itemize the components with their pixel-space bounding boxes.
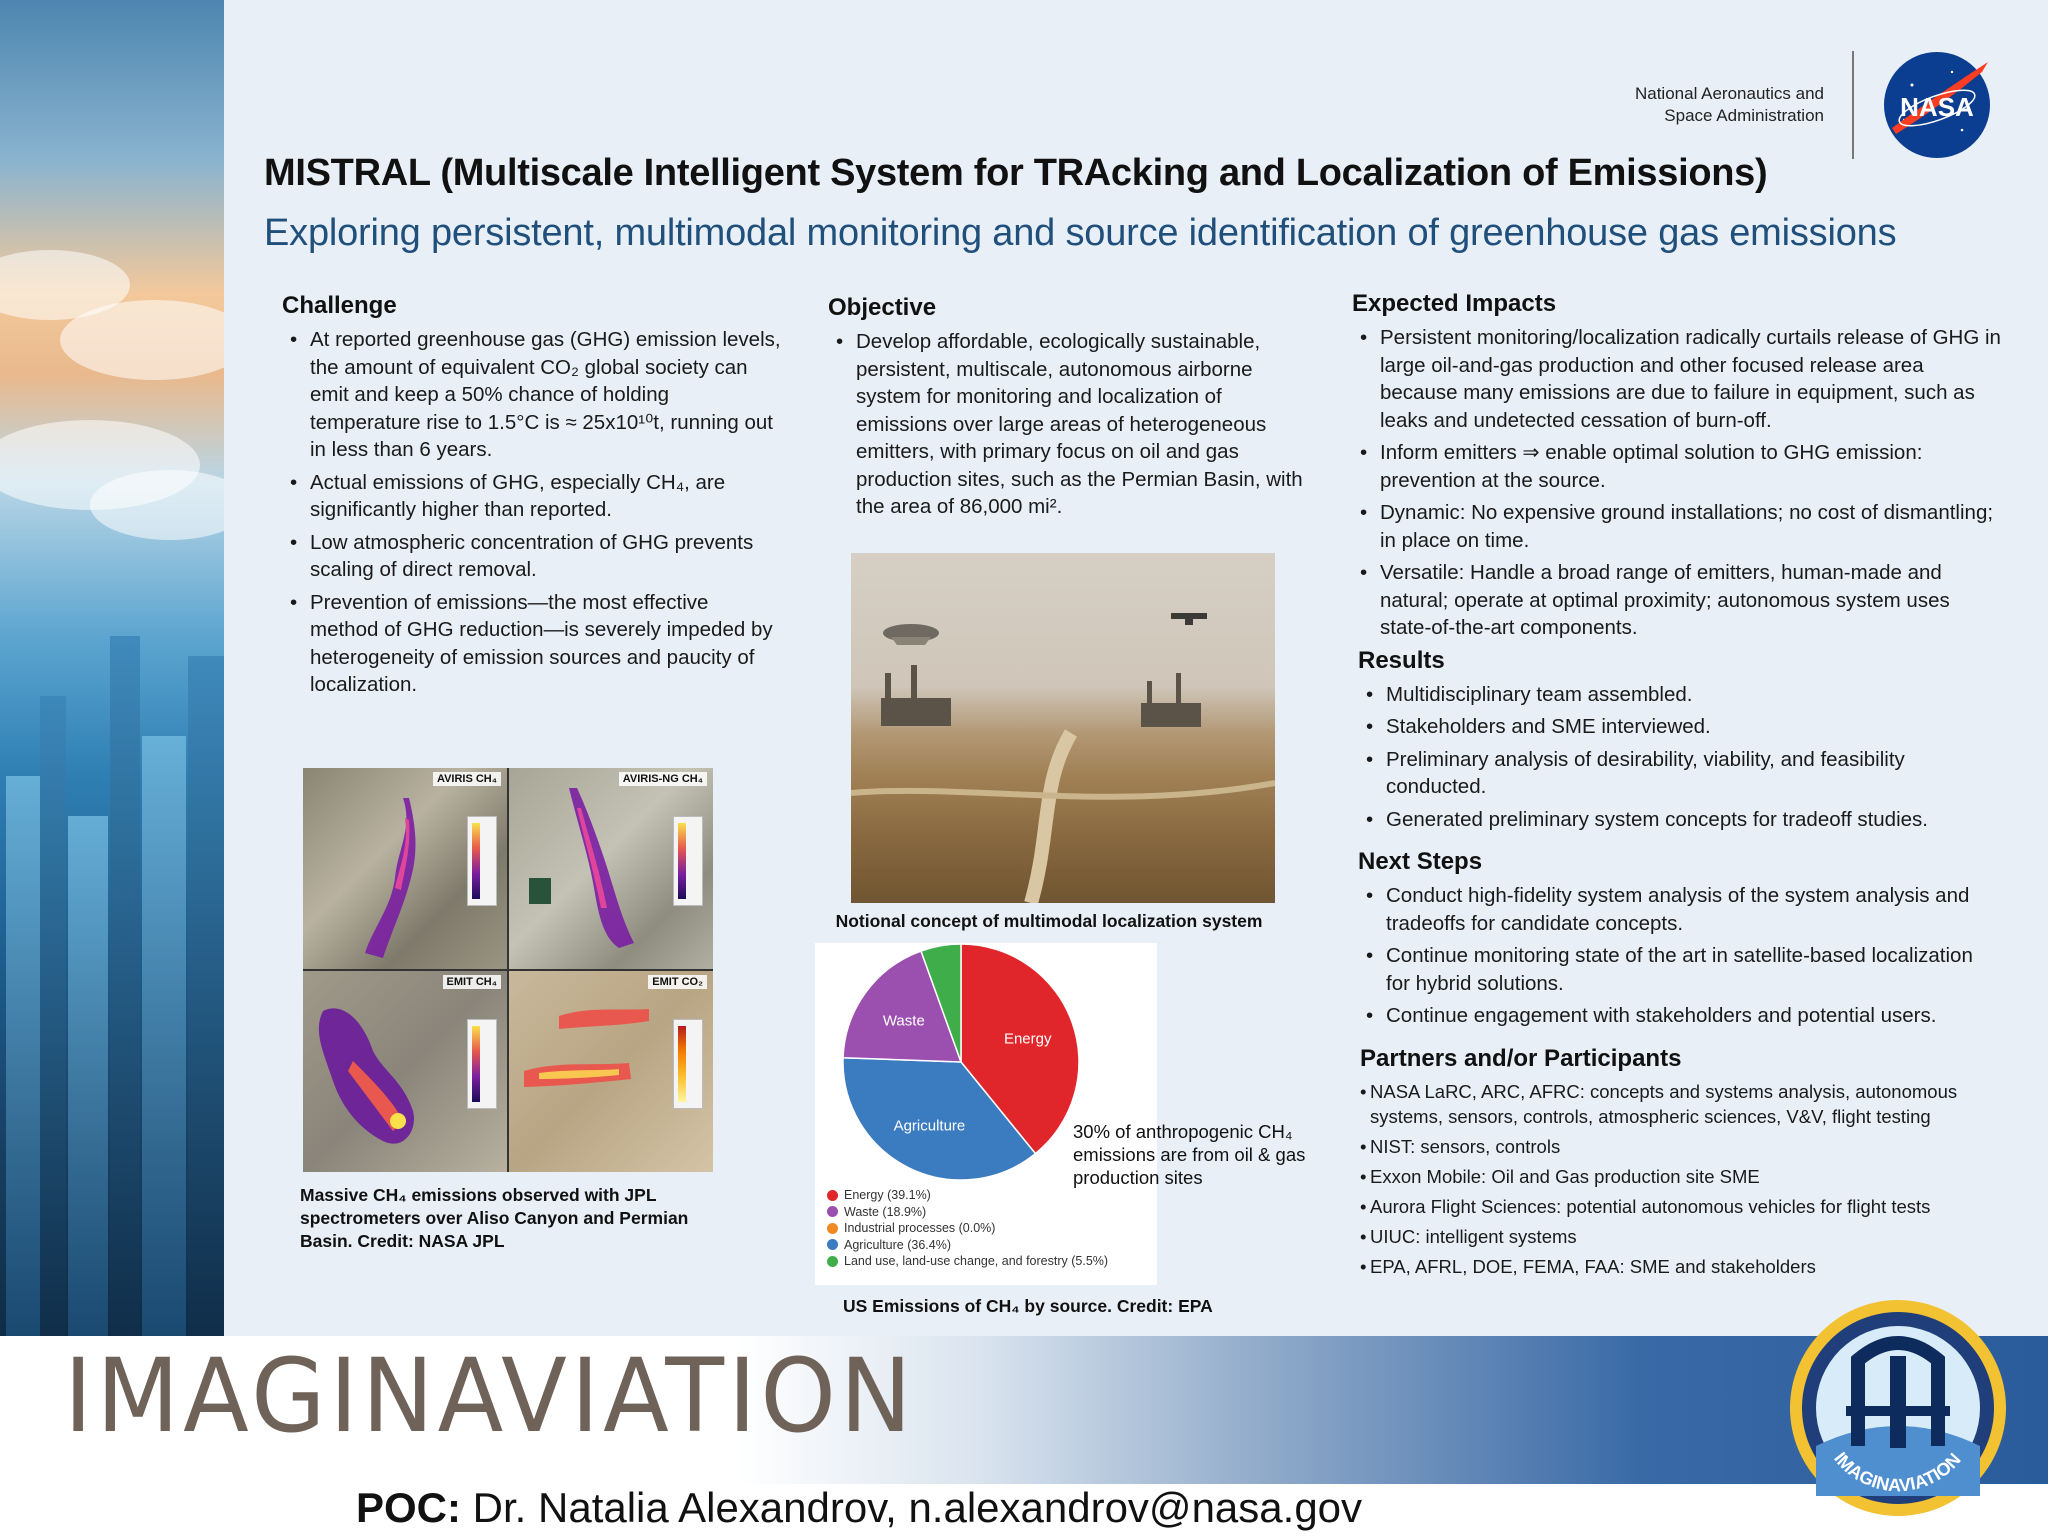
legend-label: Land use, land-use change, and forestry (5.5%) bbox=[844, 1254, 1109, 1268]
image-tag: EMIT CH₄ bbox=[443, 975, 501, 989]
imaginaviation-wordmark: IMAGINAVIATION bbox=[64, 1336, 916, 1456]
impacts-list bbox=[1352, 324, 2002, 642]
concept-illustration-image bbox=[851, 553, 1275, 903]
legend-label: Agriculture (36.4%) bbox=[844, 1237, 951, 1252]
list-item: • Generated preliminary system concepts for tradeoff studies. bbox=[1358, 806, 2002, 834]
objective-section bbox=[828, 294, 1308, 526]
jpl-methane-plume-images bbox=[303, 768, 713, 1172]
legend-swatch bbox=[827, 1239, 838, 1250]
poc-line bbox=[356, 1484, 1362, 1532]
image-tag: AVIRIS-NG CH₄ bbox=[619, 772, 707, 786]
legend-label: Waste (18.9%) bbox=[844, 1204, 927, 1219]
list-item: • Stakeholders and SME interviewed. bbox=[1358, 713, 2002, 741]
image-tag: EMIT CO₂ bbox=[648, 975, 707, 989]
list-item: • Prevention of emissions—the most effective method of GHG reduction—is severely impeded by heterogeneity of emission sources and paucity of localization. bbox=[282, 589, 782, 699]
list-item: • Versatile: Handle a broad range of emitters, human-made and natural; operate at optimal proximity; autonomous system uses state-of-the-art components. bbox=[1352, 559, 2002, 642]
legend-item bbox=[827, 1204, 1108, 1221]
pie-slice-label: Waste bbox=[882, 1012, 925, 1030]
results-list bbox=[1358, 681, 2002, 834]
colorbar bbox=[673, 1019, 703, 1109]
list-item: • Multidisciplinary team assembled. bbox=[1358, 681, 2002, 709]
jpl-caption: Massive CH₄ emissions observed with JPL spectrometers over Aliso Canyon and Permian Basin. Credit: NASA JPL bbox=[300, 1185, 689, 1251]
challenge-list bbox=[282, 326, 782, 699]
impacts-heading: Expected Impacts bbox=[1352, 290, 1557, 317]
list-item: • Continue engagement with stakeholders and potential users. bbox=[1358, 1002, 2002, 1030]
legend-swatch bbox=[827, 1190, 838, 1201]
aviris-ng-ch4-image bbox=[509, 768, 713, 969]
badge-text: IMAGINAVIATION bbox=[1830, 1448, 1965, 1496]
poc-contact: Dr. Natalia Alexandrov, n.alexandrov@nasa.gov bbox=[461, 1484, 1363, 1531]
list-item: • Exxon Mobile: Oil and Gas production site SME bbox=[1360, 1164, 2002, 1189]
list-item: • At reported greenhouse gas (GHG) emission levels, the amount of equivalent CO₂ global society can emit and keep a 50% chance of holding temperature rise to 1.5°C is ≈ 25x10¹⁰t, running out in less than 6 years. bbox=[282, 326, 782, 464]
list-item: • Low atmospheric concentration of GHG prevents scaling of direct removal. bbox=[282, 529, 782, 584]
list-item: • NASA LaRC, ARC, AFRC: concepts and systems analysis, autonomous systems, sensors, controls, atmospheric sciences, V&V, flight testing bbox=[1360, 1079, 2002, 1129]
partners-list bbox=[1360, 1079, 2002, 1279]
pie-slice-label: Agriculture bbox=[893, 1117, 966, 1135]
poc-label: POC: bbox=[356, 1484, 461, 1531]
pie-annotation: 30% of anthropogenic CH₄ emissions are from oil & gas production sites bbox=[1073, 1121, 1306, 1188]
image-tag: AVIRIS CH₄ bbox=[433, 772, 501, 786]
next-steps-heading: Next Steps bbox=[1358, 848, 1483, 875]
pie-legend bbox=[827, 1187, 1108, 1270]
next-steps-list bbox=[1358, 882, 2002, 1030]
legend-swatch bbox=[827, 1223, 838, 1234]
list-item: • Aurora Flight Sciences: potential autonomous vehicles for flight tests bbox=[1360, 1194, 2002, 1219]
list-item: • Dynamic: No expensive ground installations; no cost of dismantling; in place on time. bbox=[1352, 499, 2002, 554]
oilfield-scene-icon bbox=[851, 553, 1275, 903]
list-item: • Actual emissions of GHG, especially CH₄, are significantly higher than reported. bbox=[282, 469, 782, 524]
poster-title: MISTRAL (Multiscale Intelligent System for TRAcking and Localization of Emissions) bbox=[264, 152, 1768, 194]
list-item: • Continue monitoring state of the art in satellite-based localization for hybrid solutions. bbox=[1358, 942, 2002, 997]
list-item: • Conduct high-fidelity system analysis of the system analysis and tradeoffs for candidate concepts. bbox=[1358, 882, 2002, 937]
challenge-heading: Challenge bbox=[282, 292, 397, 319]
logo-divider bbox=[1852, 51, 1854, 159]
legend-item bbox=[827, 1220, 1108, 1237]
legend-label: Energy (39.1%) bbox=[844, 1188, 931, 1202]
legend-swatch bbox=[827, 1256, 838, 1267]
poster-subtitle: Exploring persistent, multimodal monitoring and source identification of greenhouse gas emissions bbox=[264, 212, 1897, 254]
results-heading: Results bbox=[1358, 646, 1445, 674]
right-column bbox=[1352, 290, 2002, 1284]
list-item: • Preliminary analysis of desirability, viability, and feasibility conducted. bbox=[1358, 746, 2002, 801]
colorbar bbox=[673, 816, 703, 906]
legend-item bbox=[827, 1237, 1108, 1254]
concept-caption: Notional concept of multimodal localization system bbox=[835, 911, 1263, 931]
legend-swatch bbox=[827, 1206, 838, 1217]
emit-ch4-image bbox=[303, 971, 507, 1172]
challenge-section bbox=[282, 292, 782, 704]
legend-item bbox=[827, 1187, 1108, 1204]
legend-item bbox=[827, 1253, 1108, 1270]
imaginaviation-badge-icon bbox=[1786, 1296, 2010, 1520]
decorative-cityscape-image bbox=[0, 0, 224, 1336]
colorbar bbox=[467, 1019, 497, 1109]
list-item: • UIUC: intelligent systems bbox=[1360, 1224, 2002, 1249]
colorbar bbox=[467, 816, 497, 906]
aviris-ch4-image bbox=[303, 768, 507, 969]
legend-label: Industrial processes (0.0%) bbox=[844, 1221, 996, 1235]
agency-name: National Aeronautics and Space Administration bbox=[1634, 84, 1824, 125]
list-item: • Persistent monitoring/localization radically curtails release of GHG in large oil-and-gas production and other focused release area because many emissions are due to failure in equipment, such as leaks and undetected cessation of burn-off. bbox=[1352, 324, 2002, 434]
list-item: • NIST: sensors, controls bbox=[1360, 1134, 2002, 1159]
list-item: • Develop affordable, ecologically sustainable, persistent, multiscale, autonomous airborne system for monitoring and localization of emissions over large areas of heterogeneous emitters, with primary focus on oil and gas production sites, such as the Permian Basin, with the area of 86,000 mi². bbox=[828, 328, 1308, 521]
emit-co2-image bbox=[509, 971, 713, 1172]
objective-heading: Objective bbox=[828, 294, 937, 321]
nasa-header-logo bbox=[1614, 50, 1992, 160]
objective-list bbox=[828, 328, 1308, 521]
list-item: • EPA, AFRL, DOE, FEMA, FAA: SME and stakeholders bbox=[1360, 1254, 2002, 1279]
list-item: • Inform emitters ⇒ enable optimal solution to GHG emission: prevention at the source. bbox=[1352, 439, 2002, 494]
epa-caption: US Emissions of CH₄ by source. Credit: EPA bbox=[843, 1296, 1213, 1316]
nasa-logo-text: NASA bbox=[1900, 92, 1974, 122]
pie-slice-label: Energy bbox=[1003, 1030, 1052, 1048]
nasa-logo-icon bbox=[1882, 50, 1992, 160]
epa-pie-chart bbox=[815, 943, 1157, 1285]
partners-heading: Partners and/or Participants bbox=[1360, 1044, 1682, 1072]
